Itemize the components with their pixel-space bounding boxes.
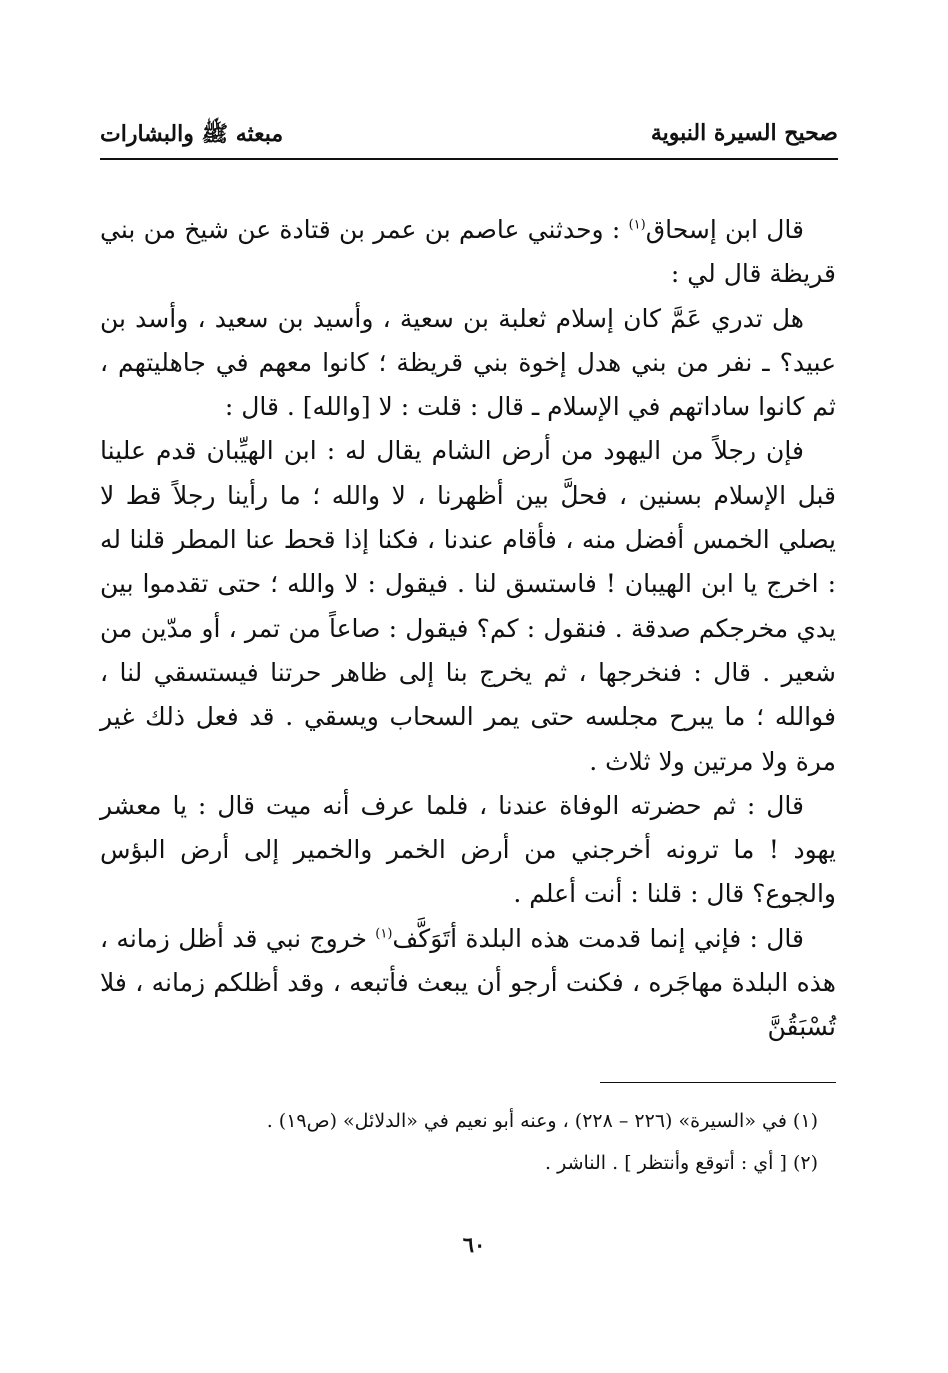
book-title: صحيح السيرة النبوية bbox=[650, 120, 838, 146]
footnotes bbox=[100, 1100, 836, 1184]
paragraph-text: خروج نبي قد أظل زمانه ، هذه البلدة مهاجَره ، فكنت أرجو أن يبعث فأتبعه ، وقد أظلكم زمانه ، فلا تُسْبَقُنَّ bbox=[100, 923, 836, 1042]
paragraph bbox=[100, 208, 836, 297]
running-header bbox=[100, 120, 838, 156]
page-number: ٦٠ bbox=[462, 1232, 486, 1257]
main-text bbox=[100, 208, 836, 1050]
footnote: (٢) [ أي : أتوقع وأنتظر ] . الناشر . bbox=[545, 1152, 818, 1174]
footnote-reference: (١) bbox=[628, 217, 646, 233]
paragraph: فإن رجلاً من اليهود من أرض الشام يقال له : ابن الهيِّبان قدم علينا قبل الإسلام بسنين ، فحلَّ بين أظهرنا ، لا والله ؛ ما رأينا رجلاً قط لا يصلي الخمس أفضل منه ، فأقام عندنا ، فكنا إذا قحط عنا المطر قلنا له : اخرج يا ابن الهيبان ! فاستسق لنا . فيقول : لا والله ؛ حتى تقدموا بين يدي مخرجكم صدقة . فنقول : كم؟ فيقول : صاعاً من تمر ، أو مدّين من شعير . قال : فنخرجها ، ثم يخرج بنا إلى ظاهر حرتنا فيستسقي لنا ، فوالله ؛ ما يبرح مجلسه حتى يمر السحاب ويسقي . قد فعل ذلك غير مرة ولا مرتين ولا ثلاث . bbox=[100, 436, 836, 776]
paragraph-text: قال : فإني إنما قدمت هذه البلدة أتَوَكَّف bbox=[392, 923, 804, 953]
footnote: (١) في «السيرة» (٢٢٦ – ٢٢٨) ، وعنه أبو نعيم في «الدلائل» (ص١٩) . bbox=[266, 1110, 818, 1132]
paragraph: هل تدري عَمَّ كان إسلام ثعلبة بن سعية ، وأسيد بن سعيد ، وأسد بن عبيد؟ ـ نفر من بني هدل إخوة بني قريظة ؛ كانوا معهم في جاهليتهم ، ثم كانوا ساداتهم في الإسلام ـ قال : قلت : لا [والله] . قال : bbox=[100, 303, 836, 422]
paragraph bbox=[100, 917, 836, 1050]
paragraph: قال : ثم حضرته الوفاة عندنا ، فلما عرف أنه ميت قال : يا معشر يهود ! ما ترونه أخرجني من أرض الخمر والخمير إلى أرض البؤس والجوع؟ قال : قلنا : أنت أعلم . bbox=[100, 790, 836, 909]
footnote-reference: (١) bbox=[375, 926, 393, 942]
paragraph-text: : وحدثني عاصم بن عمر بن قتادة عن شيخ من بني قريظة قال لي : bbox=[100, 215, 836, 289]
header-divider bbox=[100, 158, 838, 160]
footnote-divider bbox=[600, 1082, 836, 1083]
chapter-title: مبعثه ﷺ والبشارات bbox=[100, 121, 284, 147]
paragraph-text: قال ابن إسحاق bbox=[645, 215, 804, 244]
